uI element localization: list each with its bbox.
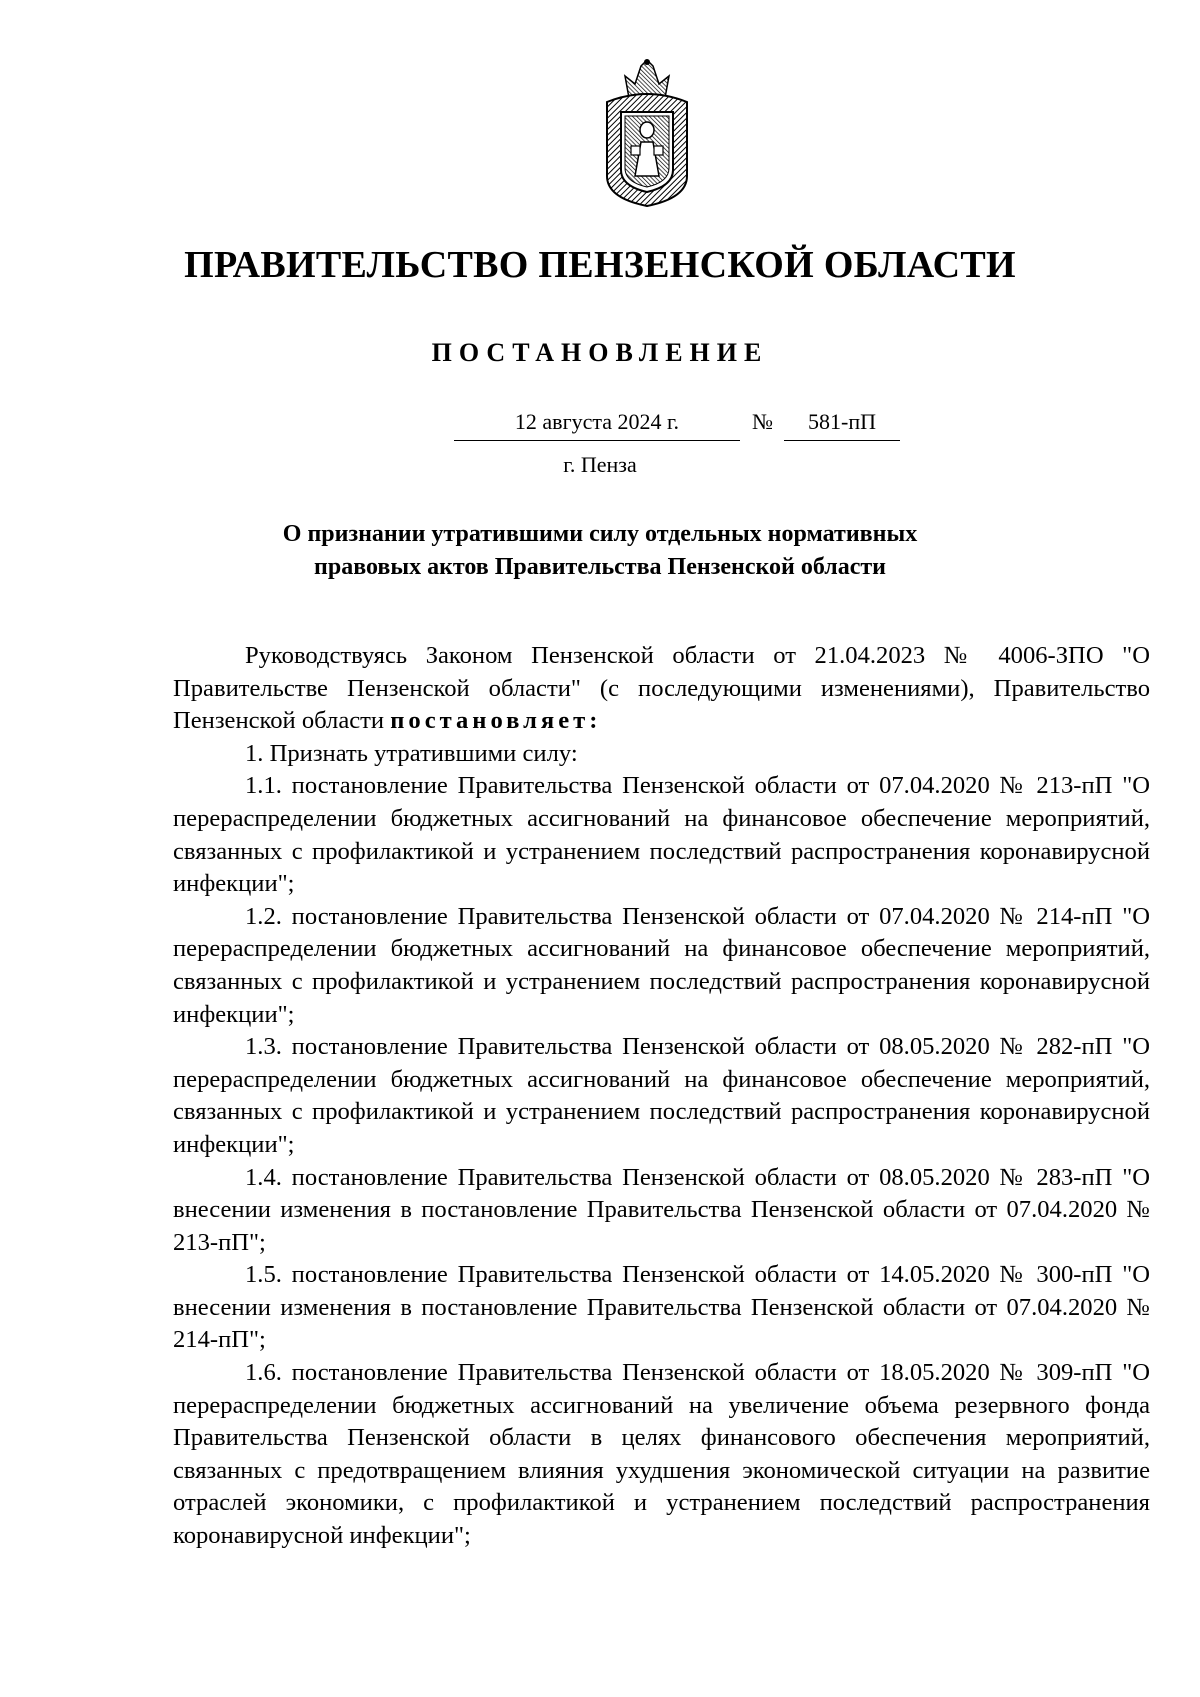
- item-1-3: 1.3. постановление Правительства Пензенской области от 08.05.2020 № 282-пП "О перераспределении бюджетных ассигнований на финансовое обеспечение мероприятий, связанных с профилактикой и устранением последствий распространения коронавирусной инфекции";: [173, 1033, 1150, 1158]
- document-subject: [0, 518, 1200, 584]
- subject-line-1: О признании утратившими силу отдельных нормативных: [282, 521, 918, 547]
- item-1-5: 1.5. постановление Правительства Пензенской области от 14.05.2020 № 300-пП "О внесении изменения в постановление Правительства Пензенской области от 07.04.2020 № 214-пП";: [173, 1261, 1150, 1354]
- item-1: 1. Признать утратившими силу:: [245, 739, 578, 767]
- penza-coat-of-arms-icon: [599, 58, 695, 208]
- number-sign: №: [752, 409, 773, 434]
- document-body: [173, 640, 1150, 1553]
- government-title: ПРАВИТЕЛЬСТВО ПЕНЗЕНСКОЙ ОБЛАСТИ: [184, 244, 1016, 286]
- intro-paragraph: [173, 640, 1150, 738]
- document-type: ПОСТАНОВЛЕНИЕ: [431, 338, 769, 367]
- document-date: 12 августа 2024 г.: [454, 410, 740, 441]
- document-number: 581-пП: [784, 410, 900, 441]
- item-1-2: 1.2. постановление Правительства Пензенской области от 07.04.2020 № 214-пП "О перераспределении бюджетных ассигнований на финансовое обеспечение мероприятий, связанных с профилактикой и устранением последствий распространения коронавирусной инфекции";: [173, 902, 1150, 1028]
- subject-line-2: правовых актов Правительства Пензенской области: [314, 554, 886, 580]
- item-1-1: 1.1. постановление Правительства Пензенской области от 07.04.2020 № 213-пП "О перераспределении бюджетных ассигнований на финансовое обеспечение мероприятий, связанных с профилактикой и устранением последствий распространения коронавирусной инфекции";: [173, 772, 1150, 898]
- intro-text: Руководствуясь Законом Пензенской области от 21.04.2023 № 4006-ЗПО "О Правительстве Пензенской области" (с последующими изменениями), Правительство Пензенской области: [173, 642, 1150, 735]
- resolves-word: постановляет:: [390, 707, 602, 735]
- item-1-4: 1.4. постановление Правительства Пензенской области от 08.05.2020 № 283-пП "О внесении изменения в постановление Правительства Пензенской области от 07.04.2020 № 213-пП";: [173, 1163, 1150, 1256]
- item-1-6: 1.6. постановление Правительства Пензенской области от 18.05.2020 № 309-пП "О перераспределении бюджетных ассигнований на увеличение объема резервного фонда Правительства Пензенской области в целях финансового обеспечения мероприятий, связанных с предотвращением влияния ухудшения экономической ситуации на развитие отраслей экономики, с профилактикой и устранением последствий распространения коронавирусной инфекции";: [173, 1359, 1150, 1550]
- city: г. Пенза: [563, 452, 637, 477]
